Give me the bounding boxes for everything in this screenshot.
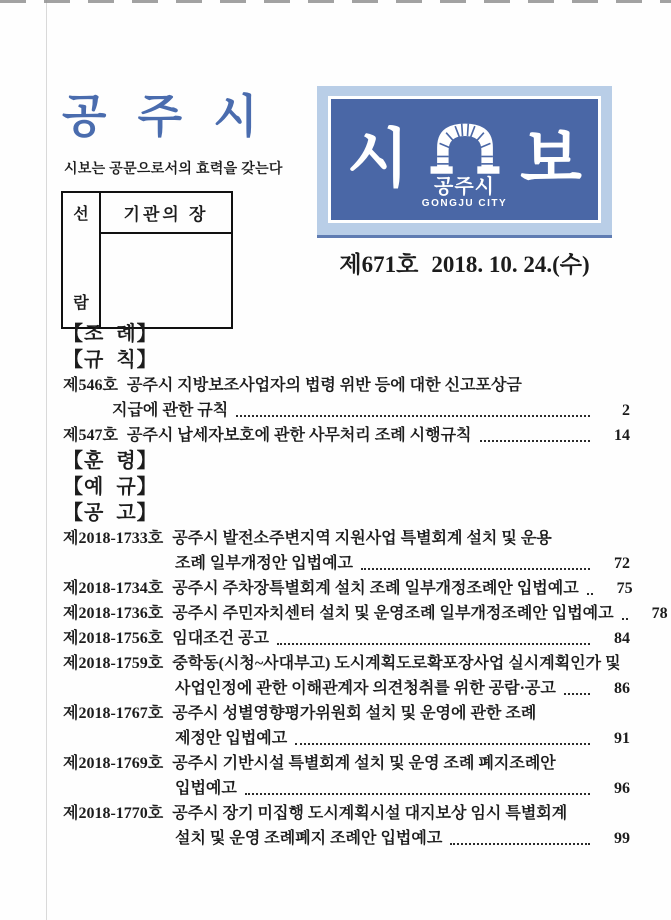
dot-leader bbox=[295, 743, 590, 745]
dot-leader bbox=[277, 643, 590, 645]
dot-leader bbox=[564, 693, 590, 695]
approval-stamp-table bbox=[61, 191, 233, 329]
toc-section-heading: 【공 고】 bbox=[63, 502, 158, 524]
toc-entry-number: 제2018-1736호 bbox=[63, 605, 164, 622]
toc-page-number: 75 bbox=[616, 580, 633, 597]
toc-entry-title: 공주시 주민자치센터 설치 및 운영조례 일부개정조례안 입법예고 bbox=[172, 605, 614, 622]
logo-city-name-kr: 공주시 bbox=[434, 176, 495, 198]
toc-entry-number: 제547호 bbox=[63, 427, 118, 444]
scan-edge-line bbox=[46, 0, 47, 920]
toc-entry-title: 사업인정에 관한 이해관계자 의견청취를 위한 공람·공고 bbox=[175, 680, 556, 697]
toc-entry-title: 설치 및 운영 조례폐지 조례안 입법예고 bbox=[175, 830, 443, 847]
dot-leader bbox=[480, 440, 591, 442]
arch-gate-icon bbox=[421, 113, 509, 177]
toc-line bbox=[63, 601, 668, 626]
toc-item bbox=[63, 701, 630, 751]
toc-entry-title: 입법예고 bbox=[175, 780, 237, 797]
logo-center bbox=[421, 113, 509, 210]
dot-leader bbox=[361, 568, 590, 570]
toc-page-number: 99 bbox=[614, 830, 630, 847]
toc-entry-title: 공주시 장기 미집행 도시계획시설 대지보상 임시 특별회계 bbox=[172, 805, 568, 822]
toc-entry-title: 임대조건 공고 bbox=[172, 630, 269, 647]
toc-line bbox=[63, 751, 630, 776]
toc-item bbox=[63, 526, 630, 576]
toc-item bbox=[63, 601, 668, 626]
logo-char-si: 시 bbox=[347, 123, 409, 195]
toc-entry-number: 제2018-1770호 bbox=[63, 805, 164, 822]
toc-entry-title: 공주시 주차장특별회계 설치 조례 일부개정조례안 입법예고 bbox=[172, 580, 579, 597]
toc-item bbox=[63, 373, 630, 423]
issue-number: 제671호 bbox=[339, 252, 419, 277]
toc-entry-number: 제2018-1756호 bbox=[63, 630, 164, 647]
toc-line bbox=[63, 423, 630, 448]
toc-page-number: 2 bbox=[622, 402, 630, 419]
toc-section-heading: 【조 례】 bbox=[63, 323, 158, 345]
dot-leader bbox=[245, 793, 590, 795]
agency-head-header: 기관의 장 bbox=[100, 192, 232, 233]
toc-section-heading: 【예 규】 bbox=[63, 476, 158, 498]
issue-date: 2018. 10. 24.(수) bbox=[431, 252, 590, 277]
toc-line bbox=[63, 676, 630, 701]
toc-page-number: 84 bbox=[614, 630, 630, 647]
toc-entry-number: 제2018-1769호 bbox=[63, 755, 164, 772]
toc-entry-title: 조례 일부개정안 입법예고 bbox=[175, 555, 354, 572]
toc-line bbox=[63, 398, 630, 423]
toc-line bbox=[63, 373, 630, 398]
toc-item bbox=[63, 423, 630, 448]
toc-item bbox=[63, 801, 630, 851]
sibo-logo-inner bbox=[328, 96, 601, 223]
approval-label-bottom: 람 bbox=[73, 295, 89, 312]
toc-entry-title: 중학동(시청~사대부고) 도시계획도로확포장사업 실시계획인가 및 bbox=[172, 655, 621, 672]
logo-char-bo: 보 bbox=[520, 123, 582, 195]
toc-entry-title: 공주시 성별영향평가위원회 설치 및 운영에 관한 조례 bbox=[172, 705, 537, 722]
toc-entry-title: 공주시 납세자보호에 관한 사무처리 조례 시행규칙 bbox=[126, 427, 472, 444]
logo-city-name-en: GONGJU CITY bbox=[421, 198, 508, 209]
toc-item bbox=[63, 751, 630, 801]
toc-entry-number: 제2018-1767호 bbox=[63, 705, 164, 722]
toc-page-number: 96 bbox=[614, 780, 630, 797]
toc-line bbox=[63, 651, 630, 676]
toc-entry-title: 공주시 발전소주변지역 지원사업 특별회계 설치 및 운용 bbox=[172, 530, 552, 547]
toc-entry-number: 제546호 bbox=[63, 377, 118, 394]
scan-artifact-top bbox=[0, 0, 671, 3]
toc-line bbox=[63, 626, 630, 651]
toc-item bbox=[63, 576, 633, 601]
toc-item bbox=[63, 626, 630, 651]
dot-leader bbox=[622, 618, 628, 620]
sibo-logo bbox=[317, 86, 612, 238]
page-title: 공 주 시 bbox=[62, 90, 267, 142]
toc bbox=[63, 321, 668, 851]
toc-page-number: 86 bbox=[614, 680, 630, 697]
toc-line bbox=[63, 726, 630, 751]
toc-entry-number: 제2018-1759호 bbox=[63, 655, 164, 672]
issue-line bbox=[317, 246, 612, 279]
toc-page-number: 14 bbox=[614, 427, 630, 444]
toc-entry-number: 제2018-1734호 bbox=[63, 580, 164, 597]
toc-page-number: 91 bbox=[614, 730, 630, 747]
toc-line bbox=[63, 551, 630, 576]
toc-page-number: 72 bbox=[614, 555, 630, 572]
approval-row-label-cell bbox=[62, 192, 100, 328]
toc-line bbox=[63, 526, 630, 551]
toc-entry-title: 공주시 기반시설 특별회계 설치 및 운영 조례 폐지조례안 bbox=[172, 755, 556, 772]
toc-line bbox=[63, 576, 633, 601]
toc-line bbox=[63, 826, 630, 851]
stamp-empty-cell bbox=[100, 233, 232, 328]
toc-entry-title: 제정안 입법예고 bbox=[175, 730, 288, 747]
approval-label-top: 선 bbox=[73, 206, 89, 223]
gazette-motto: 시보는 공문으로서의 효력을 갖는다 bbox=[64, 162, 283, 177]
toc-entry-title: 지급에 관한 규칙 bbox=[112, 402, 229, 419]
dot-leader bbox=[236, 415, 590, 417]
toc-entry-title: 공주시 지방보조사업자의 법령 위반 등에 대한 신고포상금 bbox=[126, 377, 522, 394]
toc-section-heading: 【훈 령】 bbox=[63, 450, 158, 472]
toc-entry-number: 제2018-1733호 bbox=[63, 530, 164, 547]
toc-line bbox=[63, 701, 630, 726]
toc-item bbox=[63, 651, 630, 701]
toc-page-number: 78 bbox=[651, 605, 668, 622]
dot-leader bbox=[450, 843, 590, 845]
dot-leader bbox=[587, 593, 593, 595]
toc-line bbox=[63, 801, 630, 826]
toc-line bbox=[63, 776, 630, 801]
toc-section-heading: 【규 칙】 bbox=[63, 349, 158, 371]
